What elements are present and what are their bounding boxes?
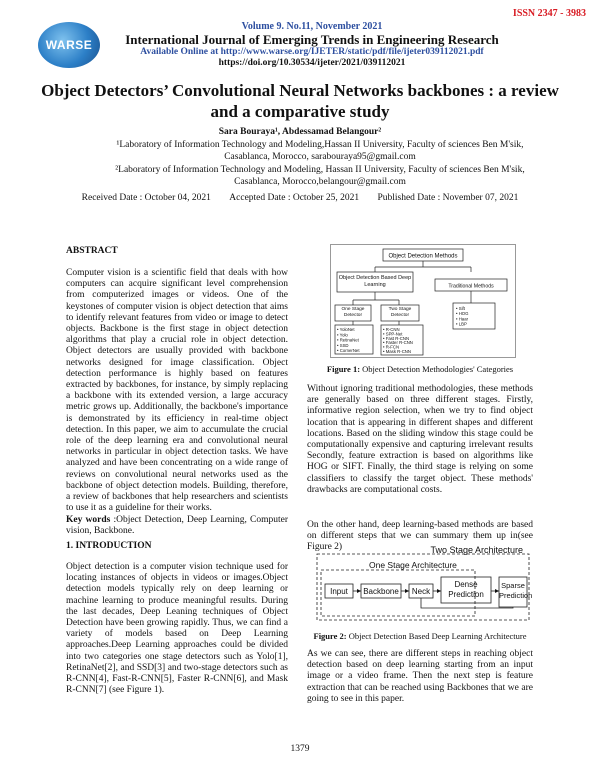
accepted-date: Accepted Date : October 25, 2021 <box>229 193 360 203</box>
fig1-trad-item: • Haar <box>456 316 469 322</box>
received-date: Received Date : October 04, 2021 <box>81 193 211 203</box>
fig1-deep-label: Object Detection Based Deep Learning <box>338 275 412 288</box>
figure-1-diagram <box>331 245 515 357</box>
paper-title: Object Detectors’ Convolutional Neural Networks backbones : a review and a comparative study <box>41 81 559 121</box>
fig1-one-item: • RetinaNet <box>337 337 359 343</box>
fig2-two-stage-label: Two Stage Architecture <box>430 545 523 555</box>
affiliation-1: ¹Laboratory of Information Technology and Modeling,Hassan II University, Faculty of sciences Ben M'sik, Casablanca, Morocco, sarabouraya95@gmail.com <box>116 140 524 162</box>
fig1-one-item: • CornerNet <box>337 348 360 354</box>
fig1-trad-item: • HOG <box>456 311 469 317</box>
fig2-caption-label: Figure 2: <box>313 631 347 641</box>
fig1-one-item: • YoloNet <box>337 327 355 332</box>
fig2-neck-label: Neck <box>411 587 431 596</box>
fig1-two-item: • Mask R-CNN <box>383 349 412 354</box>
right-paragraph-1: Without ignoring traditional methodologies, these methods are generally based on three different stages. Firstly, informative region selection, when we try to find object location that is appearing in different shapes and different locations. Based on the sliding window this stage could be computationally expensive and capturing irrelevant results Secondly, feature extraction is based on algorithms like HOG or SIFT. Finally, the third stage is relying on some classifiers to classify the target object. These methods' drawbacks are computational costs. <box>307 384 533 495</box>
abstract-text: Computer vision is a scientific field that deals with how computers can acquire significant level comprehension from computerized images or videos. One of the keystones of computer vision is object detection that aims to identify relevant features from video or image to detect objects. Backbone is the first stage in object detection algorithms that play a crucial role in object detection. Object detectors are usually provided with backbone networks designed for image classification. Object detection performance is highly based on features extracted by backbones, for instance, by simply replacing a backbone with its extended version, a large accuracy metric grows up. Additionally, the backbone's importance is demonstrated by its efficiency in real-time object detection. In this paper, we aim to accumulate the crucial role of the deep learning era and convolutional neural networks in particular in object detection tasks. We have analyzed and have been concentrating on a wide range of reviews on convolutional neural networks used as the backbone of object detection models. Building, therefore, a review of backbones that help researchers and scientists to use it as a guideline for their works. <box>66 268 288 514</box>
fig1-trad-label: Traditional Methods <box>448 283 494 290</box>
fig1-two-item: • R-CNN <box>383 327 400 332</box>
fig1-trad-item: • Sift <box>456 306 465 311</box>
page-number: 1379 <box>290 744 310 754</box>
fig1-root-label: Object Detection Methods <box>388 253 458 260</box>
published-date: Published Date : November 07, 2021 <box>377 193 519 203</box>
intro-text: Object detection is a computer vision technique used for locating instances of objects in videos or images.Object detection models typically rely on deep learning or machine learning to produce meaningful results. During the last decades, Deep Leaning techniques of Object Detection have been growing rapidly. Thus, we can find a variety of models based on Deep Learning approaches.Deep Learning approaches could be divided into two categories one stage detectors such as Yolo[1], RetinaNet[2], and SSD[3] and two-stage detectors such as R-CNN[4], Fast-R-CNN[5], Faster R-CNN[6], and Mask R-CNN[7] (see Figure 1). <box>66 562 288 696</box>
figure-2 <box>313 546 533 624</box>
fig1-one-item: • SSD <box>337 342 349 348</box>
intro-heading: 1. INTRODUCTION <box>66 541 152 551</box>
fig1-caption-label: Figure 1: <box>326 364 361 374</box>
journal-title: International Journal of Emerging Trends in Engineering Research <box>125 32 499 47</box>
fig1-two-item: • SPP-Net <box>383 331 403 337</box>
authors: Sara Bouraya¹, Abdessamad Belangour² <box>218 127 382 137</box>
fig2-dense-label: Dense Prediction <box>448 580 484 599</box>
fig2-one-stage-label: One Stage Architecture <box>369 560 457 570</box>
logo-text: WARSE <box>45 38 93 52</box>
fig1-one-label: One Stage Detector <box>341 307 365 318</box>
fig1-two-label: Two Stage Detector <box>388 307 412 318</box>
fig2-backbone-label: Backbone <box>363 587 399 596</box>
issn: ISSN 2347 - 3983 <box>512 8 586 19</box>
fig1-two-item: • R-FCN <box>383 344 400 350</box>
fig2-sparse-label: Sparse Prediction <box>499 581 533 600</box>
right-paragraph-3: As we can see, there are different steps in reaching object detection based on deep learning starting from an input image or a video frame. Then the next step is feature extraction that can be reached using Backbones that we are going to see in this paper. <box>307 649 533 704</box>
figure-1-caption <box>307 364 533 374</box>
keywords-text: :Object Detection, Deep Learning, Computer vision, Backbone. <box>66 515 288 537</box>
volume: Volume 9. No.11, November 2021 <box>241 21 383 32</box>
doi-link[interactable]: https://doi.org/10.30534/ijeter/2021/039112021 <box>218 58 406 68</box>
figure-2-caption <box>307 631 533 641</box>
fig1-one-item: • Yolo <box>337 332 348 338</box>
dates <box>0 193 600 203</box>
abstract-heading: ABSTRACT <box>66 246 118 256</box>
fig1-trad-item: • LBP <box>456 321 467 327</box>
fig2-input-label: Input <box>330 587 348 596</box>
fig2-caption-text: Object Detection Based Deep Learning Architecture <box>346 631 527 641</box>
fig1-two-item: • Faster R-CNN <box>383 340 413 346</box>
warse-logo <box>38 22 100 68</box>
fig1-two-item: • Fast R-CNN <box>383 335 410 341</box>
keywords-label: Key words <box>66 515 111 525</box>
affiliation-2: ²Laboratory of Information Technology and Modeling, Hassan II University, Faculty of sciences Ben M'sik, Casablanca, Morocco,belangour@gmail.com <box>115 165 525 187</box>
fig1-caption-text: Object Detection Methodologies' Categories <box>360 364 514 374</box>
figure-1 <box>330 244 516 358</box>
available-link[interactable]: Available Online at http://www.warse.org/IJETER/static/pdf/file/ijeter039112021.pdf <box>140 47 484 57</box>
keywords <box>66 515 288 537</box>
right-paragraph-2: On the other hand, deep learning-based methods are based on different steps that we can summary them up in(see Figure 2) <box>307 520 533 553</box>
figure-2-diagram <box>313 546 533 624</box>
